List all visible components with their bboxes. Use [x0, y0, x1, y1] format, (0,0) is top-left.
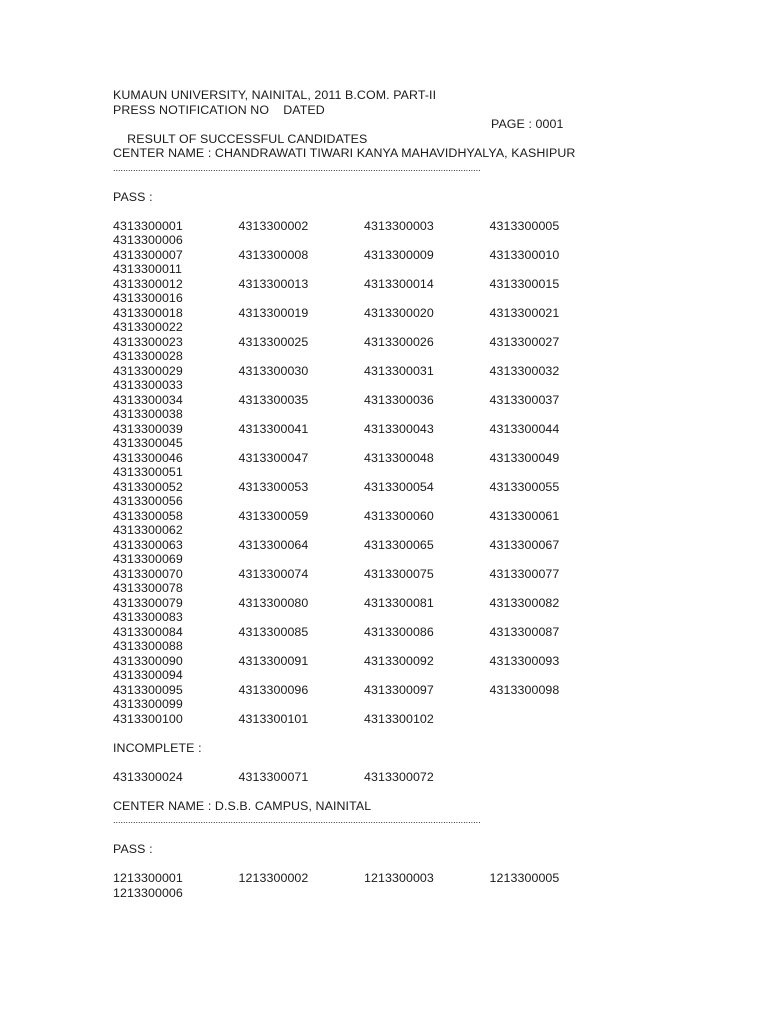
roll-number: 4313300100 [113, 711, 183, 726]
roll-number: 4313300090 [113, 653, 183, 668]
roll-number-row [113, 451, 753, 466]
roll-number: 4313300052 [113, 479, 183, 494]
roll-number: 4313300083 [113, 610, 183, 624]
roll-number: 4313300077 [489, 566, 560, 581]
center-sections [113, 146, 753, 915]
roll-number: 4313300037 [489, 392, 560, 407]
roll-number: 4313300041 [238, 421, 309, 436]
roll-number: 4313300071 [238, 769, 309, 784]
roll-number-row [113, 683, 753, 698]
roll-number: 4313300072 [364, 769, 434, 784]
roll-number: 4313300082 [489, 595, 560, 610]
roll-number-row [113, 509, 753, 524]
roll-number: 1213300001 [113, 871, 183, 885]
spacer [113, 857, 753, 872]
roll-number: 4313300006 [113, 233, 183, 247]
roll-number-row [113, 277, 753, 292]
roll-number: 4313300062 [113, 523, 183, 537]
roll-number-row-wrap [113, 349, 753, 364]
roll-number: 4313300085 [238, 624, 309, 639]
roll-number: 4313300002 [238, 218, 309, 233]
roll-number: 4313300055 [489, 479, 560, 494]
roll-number-row [113, 654, 753, 669]
roll-number: 4313300097 [364, 682, 434, 697]
roll-number: 4313300098 [489, 682, 560, 697]
roll-number: 4313300046 [113, 450, 183, 465]
result-document [113, 88, 753, 915]
roll-number: 4313300028 [113, 349, 183, 363]
roll-number-row [113, 364, 753, 379]
roll-number-row-wrap [113, 436, 753, 451]
roll-number: 4313300025 [238, 334, 309, 349]
roll-number: 4313300035 [238, 392, 309, 407]
result-group-label: INCOMPLETE : [113, 740, 202, 755]
roll-number: 4313300087 [489, 624, 560, 639]
roll-number: 4313300064 [238, 537, 309, 552]
roll-number-row-wrap [113, 639, 753, 654]
roll-number-row-wrap [113, 581, 753, 596]
roll-number: 4313300061 [489, 508, 560, 523]
roll-number: 4313300022 [113, 320, 183, 334]
roll-number-row [113, 538, 753, 553]
roll-number: 4313300007 [113, 247, 183, 262]
roll-number: 4313300065 [364, 537, 434, 552]
roll-number: 4313300070 [113, 566, 183, 581]
roll-number: 4313300016 [113, 291, 183, 305]
roll-number: 4313300032 [489, 363, 560, 378]
roll-number: 4313300091 [238, 653, 309, 668]
roll-number: 4313300088 [113, 639, 183, 653]
roll-number: 4313300027 [489, 334, 560, 349]
roll-number-row-wrap [113, 233, 753, 248]
spacer [113, 726, 753, 741]
roll-number: 4313300023 [113, 334, 183, 349]
roll-number: 4313300039 [113, 421, 183, 436]
spacer [113, 204, 753, 219]
roll-number: 4313300021 [489, 305, 560, 320]
roll-number: 4313300018 [113, 305, 183, 320]
roll-number: 4313300015 [489, 276, 560, 291]
roll-number: 4313300011 [113, 262, 182, 276]
roll-number: 4313300067 [489, 537, 560, 552]
header-notification-line: PRESS NOTIFICATION NO DATED [113, 102, 325, 117]
roll-number: 4313300079 [113, 595, 183, 610]
roll-number: 4313300051 [113, 465, 183, 479]
roll-number: 4313300047 [238, 450, 309, 465]
roll-number-row [113, 422, 753, 437]
roll-number: 4313300049 [489, 450, 560, 465]
center-name: CENTER NAME : CHANDRAWATI TIWARI KANYA MAHAVIDHYALYA, KASHIPUR [113, 146, 576, 160]
roll-number: 4313300008 [238, 247, 309, 262]
roll-number: 4313300069 [113, 552, 183, 566]
center-name: CENTER NAME : D.S.B. CAMPUS, NAINITAL [113, 798, 372, 813]
roll-number: 4313300078 [113, 581, 183, 595]
roll-number-row-wrap [113, 552, 753, 567]
roll-number: 4313300063 [113, 537, 183, 552]
roll-number-row [113, 393, 753, 408]
roll-number: 4313300081 [364, 595, 434, 610]
roll-number: 4313300092 [364, 653, 434, 668]
roll-number: 4313300014 [364, 276, 434, 291]
roll-number-row-wrap [113, 886, 753, 901]
spacer [113, 784, 753, 799]
roll-number: 4313300044 [489, 421, 560, 436]
dotted-rule: ................................................................................................................................................... [113, 162, 481, 173]
roll-number-row-wrap [113, 378, 753, 393]
roll-number: 4313300024 [113, 769, 183, 784]
roll-number: 4313300045 [113, 436, 183, 450]
roll-number: 4313300020 [364, 305, 434, 320]
roll-number: 4313300043 [364, 421, 434, 436]
spacer [113, 900, 753, 915]
roll-number: 4313300034 [113, 392, 183, 407]
roll-number-row [113, 248, 753, 263]
roll-number: 1213300002 [238, 871, 309, 885]
roll-number: 4313300095 [113, 682, 183, 697]
roll-number-row [113, 871, 753, 886]
roll-number: 4313300053 [238, 479, 309, 494]
roll-number: 4313300013 [238, 276, 309, 291]
spacer [113, 828, 753, 843]
roll-number: 4313300059 [238, 508, 309, 523]
roll-number: 4313300096 [238, 682, 309, 697]
roll-number: 4313300054 [364, 479, 434, 494]
roll-number: 4313300003 [364, 218, 434, 233]
page-number: PAGE : 0001 [491, 117, 564, 131]
roll-number: 4313300094 [113, 668, 183, 682]
roll-number: 4313300038 [113, 407, 183, 421]
roll-number: 4313300075 [364, 566, 434, 581]
roll-number: 4313300010 [489, 247, 560, 262]
roll-number: 4313300036 [364, 392, 434, 407]
spacer [113, 175, 753, 190]
roll-number-row [113, 567, 753, 582]
roll-number: 4313300074 [238, 566, 309, 581]
roll-number: 4313300029 [113, 363, 183, 378]
roll-number: 4313300080 [238, 595, 309, 610]
roll-number-row-wrap [113, 320, 753, 335]
roll-number: 4313300033 [113, 378, 183, 392]
roll-number: 4313300093 [489, 653, 560, 668]
roll-number-row [113, 219, 753, 234]
result-group-label: PASS : [113, 189, 153, 204]
roll-number-row [113, 625, 753, 640]
roll-number-row-wrap [113, 291, 753, 306]
roll-number-row [113, 306, 753, 321]
roll-number: 1213300003 [364, 871, 434, 885]
roll-number: 4313300101 [238, 711, 309, 726]
roll-number: 4313300012 [113, 276, 183, 291]
roll-number-row-wrap [113, 523, 753, 538]
roll-number-row-wrap [113, 494, 753, 509]
roll-number: 4313300009 [364, 247, 434, 262]
roll-number-row [113, 335, 753, 350]
roll-number-row-wrap [113, 668, 753, 683]
roll-number: 4313300026 [364, 334, 434, 349]
result-group-label: PASS : [113, 842, 153, 856]
roll-number-row-wrap [113, 262, 753, 277]
roll-number: 1213300005 [489, 871, 560, 885]
roll-number: 4313300102 [364, 711, 434, 726]
roll-number: 4313300030 [238, 363, 309, 378]
roll-number: 4313300099 [113, 697, 183, 711]
roll-number: 4313300019 [238, 305, 309, 320]
roll-number-row [113, 596, 753, 611]
roll-number: 4313300056 [113, 494, 183, 508]
result-title: RESULT OF SUCCESSFUL CANDIDATES [127, 131, 368, 146]
header-university-line: KUMAUN UNIVERSITY, NAINITAL, 2011 B.COM. PART-II [113, 88, 437, 102]
roll-number-row [113, 770, 753, 785]
spacer [113, 755, 753, 770]
roll-number-row-wrap [113, 407, 753, 422]
roll-number: 4313300086 [364, 624, 434, 639]
roll-number: 4313300058 [113, 508, 183, 523]
roll-number-row [113, 480, 753, 495]
roll-number: 4313300031 [364, 363, 434, 378]
roll-number: 4313300084 [113, 624, 183, 639]
roll-number: 4313300005 [489, 218, 560, 233]
roll-number: 1213300006 [113, 885, 183, 900]
header-result-line [113, 117, 753, 146]
roll-number: 4313300048 [364, 450, 434, 465]
roll-number-row-wrap [113, 465, 753, 480]
roll-number-row-wrap [113, 610, 753, 625]
roll-number: 4313300060 [364, 508, 434, 523]
roll-number-row-wrap [113, 697, 753, 712]
roll-number-row [113, 712, 753, 727]
dotted-rule: ................................................................................................................................................... [113, 815, 481, 825]
roll-number: 4313300001 [113, 218, 183, 233]
